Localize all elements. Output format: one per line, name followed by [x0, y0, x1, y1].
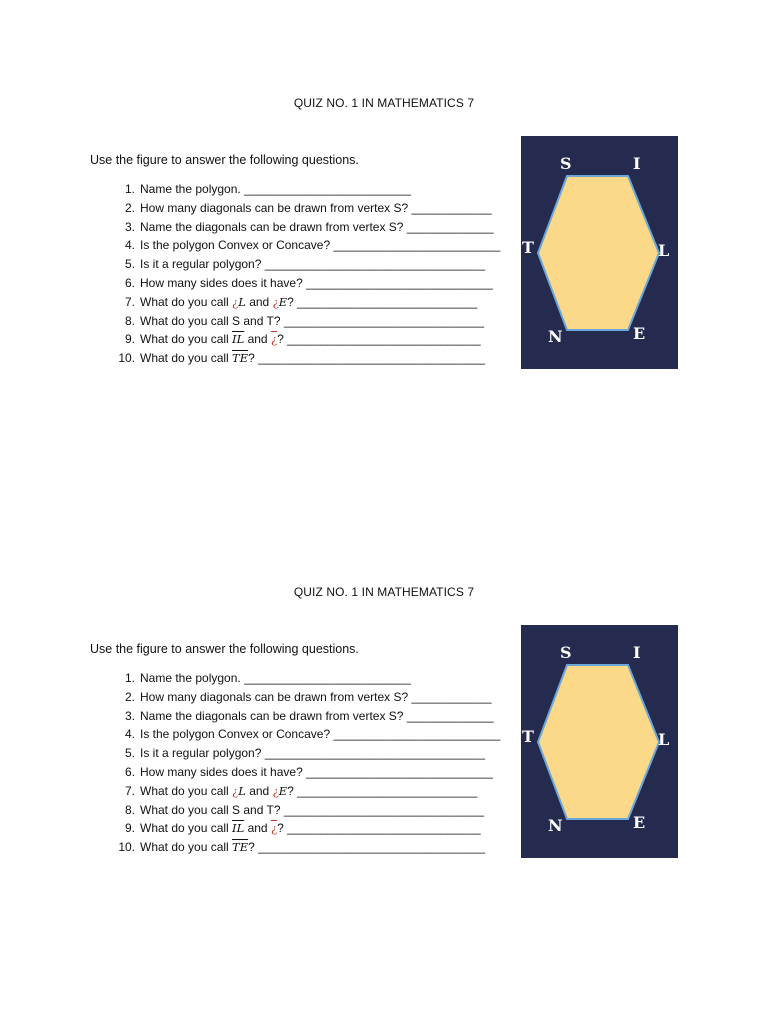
question-text: What do you call: [140, 840, 233, 855]
question-text: How many sides does it have?: [140, 764, 307, 779]
vertex-label-s: S: [560, 154, 572, 173]
question-number: 2.: [124, 200, 135, 215]
question-text: ?: [287, 783, 298, 798]
angle-symbol: ¿: [272, 783, 279, 798]
question-number: 6.: [124, 764, 135, 779]
question-text: What do you call S and T?: [140, 802, 284, 817]
question-number: 10.: [118, 351, 135, 366]
question-number: 3.: [124, 708, 135, 723]
question-text: ?: [277, 821, 288, 836]
question-item: [110, 218, 500, 237]
question-text: Is it a regular polygon?: [140, 257, 265, 272]
quiz-section-2: [0, 577, 768, 877]
answer-blank[interactable]: _________________________: [244, 671, 411, 685]
question-number: 4.: [124, 238, 135, 253]
question-text: How many diagonals can be drawn from vertex S?: [140, 200, 412, 215]
vertex-label-t: T: [522, 727, 534, 746]
question-number: 10.: [118, 840, 135, 855]
question-item: [110, 782, 500, 801]
question-item: [110, 349, 500, 368]
question-item: [110, 707, 500, 726]
question-text: Is the polygon Convex or Concave?: [140, 727, 334, 742]
question-item: [110, 688, 500, 707]
question-item: [110, 255, 500, 274]
vertex-label-n: N: [548, 816, 563, 835]
math-variable: E: [278, 783, 288, 798]
question-number: 7.: [124, 294, 135, 309]
vertex-label-e: E: [633, 324, 646, 343]
quiz-instruction: Use the figure to answer the following questions.: [90, 153, 359, 167]
question-text: What do you call: [140, 783, 233, 798]
question-text: What do you call: [140, 332, 233, 347]
question-number: 5.: [124, 257, 135, 272]
segment-variable: $\overline{TE}$: [232, 351, 249, 366]
question-item: [110, 236, 500, 255]
answer-blank[interactable]: _________________________________: [264, 746, 485, 761]
question-text: and: [245, 783, 273, 798]
answer-blank[interactable]: ____________________________: [306, 275, 493, 290]
question-text: ?: [277, 332, 288, 347]
question-text: ?: [248, 840, 259, 855]
question-item: [110, 199, 500, 218]
question-number: 9.: [124, 332, 135, 347]
question-number: 6.: [124, 275, 135, 290]
segment-variable: ¿: [270, 821, 278, 836]
question-item: [110, 801, 500, 820]
segment-variable: $\overline{IL}$: [232, 821, 245, 836]
vertex-label-e: E: [633, 813, 646, 832]
question-number: 5.: [124, 746, 135, 761]
question-text: and: [244, 821, 271, 836]
question-number: 7.: [124, 783, 135, 798]
question-item: [110, 274, 500, 293]
hexagon-svg: [521, 136, 678, 369]
answer-blank[interactable]: _________________________: [244, 182, 411, 196]
vertex-label-s: S: [560, 643, 572, 662]
vertex-label-n: N: [548, 327, 563, 346]
question-item: [110, 838, 500, 857]
answer-blank[interactable]: _________________________________: [264, 257, 485, 272]
angle-symbol: ¿: [272, 294, 279, 309]
question-text: Name the polygon.: [140, 671, 245, 685]
question-text: Name the diagonals can be drawn from vertex S?: [140, 219, 407, 234]
vertex-label-i: I: [633, 154, 641, 173]
math-variable: L: [238, 294, 246, 309]
question-item: [110, 312, 500, 331]
answer-blank[interactable]: _____________________________: [287, 821, 481, 836]
answer-blank[interactable]: _____________: [406, 219, 494, 234]
question-item: [110, 819, 500, 838]
question-text: Name the polygon.: [140, 182, 245, 196]
question-text: Name the diagonals can be drawn from vertex S?: [140, 708, 407, 723]
math-variable: L: [238, 783, 246, 798]
quiz-instruction: Use the figure to answer the following questions.: [90, 642, 359, 656]
segment-variable: $\overline{IL}$: [232, 332, 245, 347]
segment-variable: ¿: [270, 332, 278, 347]
question-text: and: [245, 294, 273, 309]
answer-blank[interactable]: ____________________________: [306, 764, 493, 779]
vertex-label-t: T: [522, 238, 534, 257]
question-text: Is the polygon Convex or Concave?: [140, 238, 334, 253]
question-text: What do you call: [140, 351, 233, 366]
answer-blank[interactable]: _________________________: [333, 727, 501, 742]
question-item: [110, 330, 500, 349]
hexagon-svg: [521, 625, 678, 858]
answer-blank[interactable]: ______________________________: [283, 802, 485, 817]
question-text: ?: [248, 351, 259, 366]
answer-blank[interactable]: ___________________________: [297, 294, 478, 309]
question-text: How many diagonals can be drawn from vertex S?: [140, 689, 412, 704]
question-text: What do you call: [140, 821, 233, 836]
vertex-label-i: I: [633, 643, 641, 662]
question-number: 9.: [124, 821, 135, 836]
answer-blank[interactable]: _____________________________: [287, 332, 481, 347]
quiz-section-1: [0, 88, 768, 388]
question-list: [110, 669, 500, 857]
answer-blank[interactable]: __________________________________: [258, 351, 486, 366]
hexagon-figure: [521, 625, 678, 858]
angle-symbol: ¿: [232, 783, 239, 798]
angle-symbol: ¿: [232, 294, 239, 309]
question-text: ?: [287, 294, 298, 309]
question-item: [110, 669, 500, 688]
question-number: 1.: [124, 182, 135, 196]
answer-blank[interactable]: _____________: [406, 708, 494, 723]
question-text: How many sides does it have?: [140, 275, 307, 290]
question-number: 2.: [124, 689, 135, 704]
question-number: 1.: [124, 671, 135, 685]
question-text: and: [244, 332, 271, 347]
quiz-title: QUIZ NO. 1 IN MATHEMATICS 7: [293, 585, 475, 599]
question-number: 3.: [124, 219, 135, 234]
question-item: [110, 763, 500, 782]
math-variable: E: [278, 294, 288, 309]
question-list: [110, 180, 500, 368]
quiz-title: QUIZ NO. 1 IN MATHEMATICS 7: [293, 96, 475, 110]
vertex-label-l: L: [658, 730, 670, 749]
question-number: 8.: [124, 313, 135, 328]
answer-blank[interactable]: __________________________________: [258, 840, 486, 855]
question-item: [110, 180, 500, 199]
question-item: [110, 293, 500, 312]
answer-blank[interactable]: ___________________________: [297, 783, 478, 798]
vertex-label-l: L: [658, 241, 670, 260]
question-number: 8.: [124, 802, 135, 817]
segment-variable: $\overline{TE}$: [232, 840, 249, 855]
question-text: Is it a regular polygon?: [140, 746, 265, 761]
answer-blank[interactable]: _________________________: [333, 238, 501, 253]
answer-blank[interactable]: ____________: [411, 689, 492, 704]
question-number: 4.: [124, 727, 135, 742]
hexagon-figure: [521, 136, 678, 369]
question-item: [110, 725, 500, 744]
question-item: [110, 744, 500, 763]
answer-blank[interactable]: ____________: [411, 200, 492, 215]
question-text: What do you call S and T?: [140, 313, 284, 328]
answer-blank[interactable]: ______________________________: [283, 313, 485, 328]
question-text: What do you call: [140, 294, 233, 309]
